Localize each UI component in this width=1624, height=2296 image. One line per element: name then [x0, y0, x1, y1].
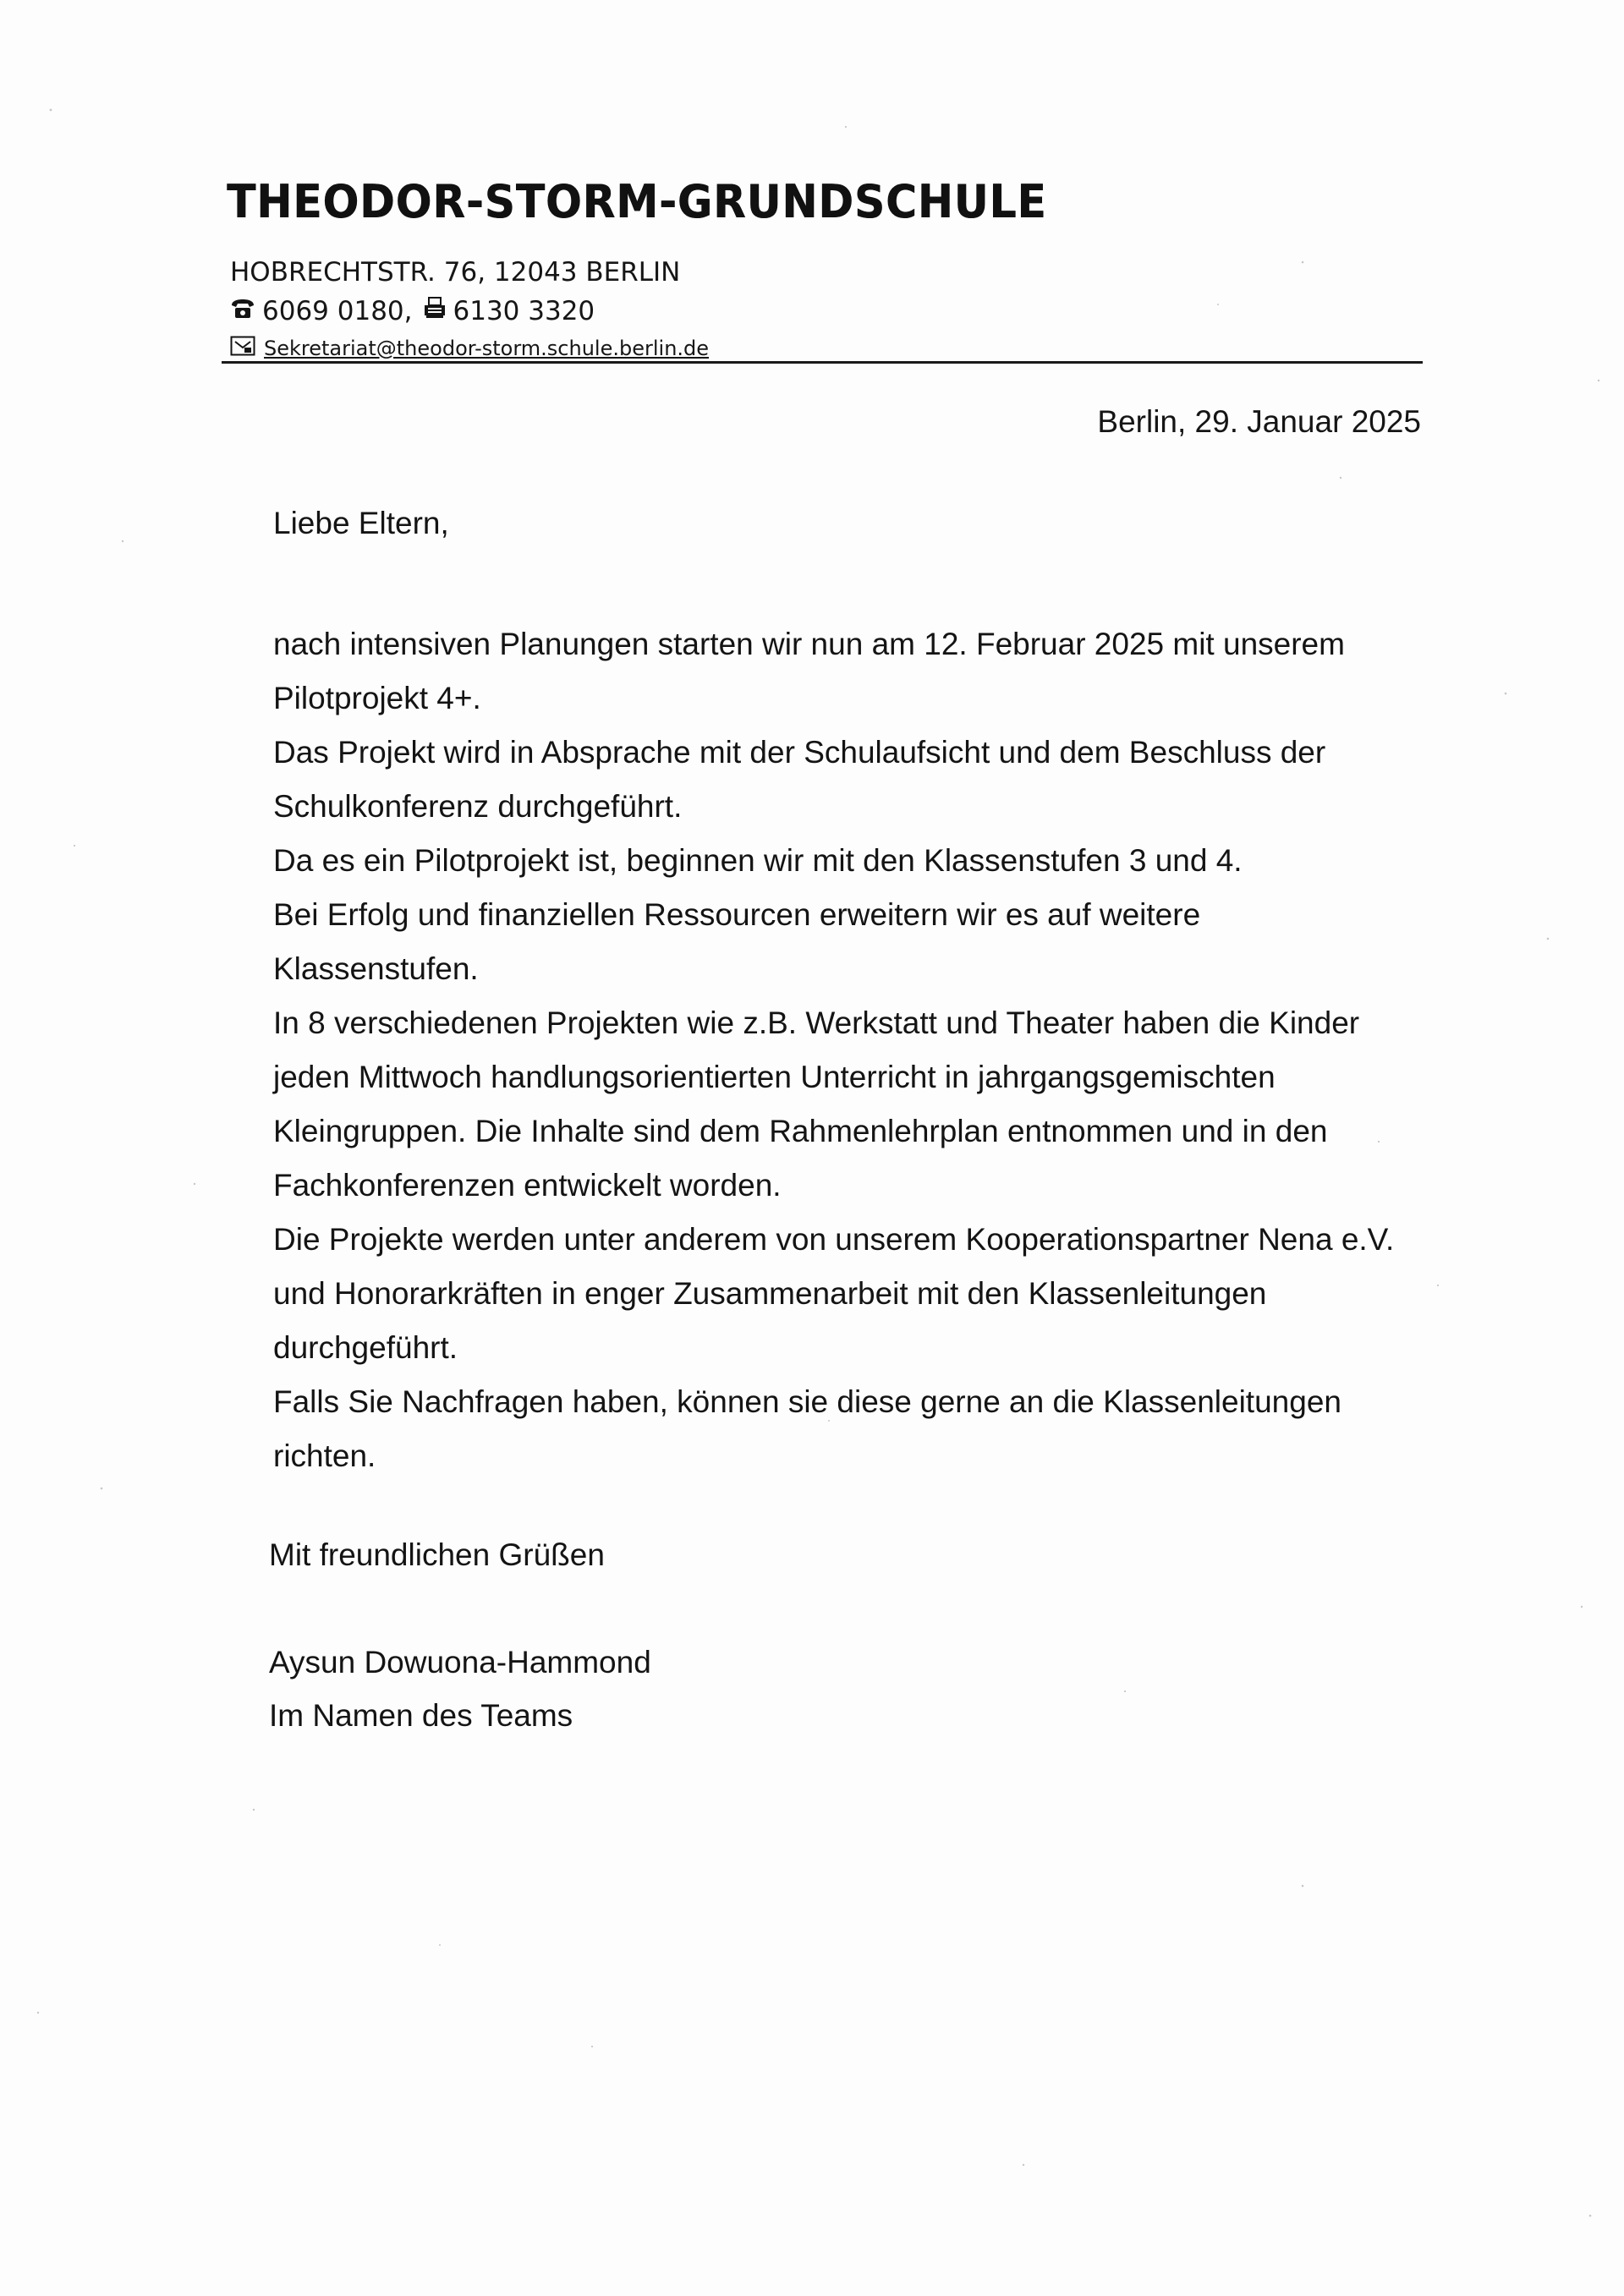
- school-name: THEODOR-STORM-GRUNDSCHULE: [227, 175, 1047, 228]
- school-address: HOBRECHTSTR. 76, 12043 BERLIN: [230, 257, 681, 288]
- letter-date: Berlin, 29. Januar 2025: [1097, 404, 1421, 439]
- body-line: Bei Erfolg und finanziellen Ressourcen erweitern wir es auf weitere: [273, 897, 1201, 932]
- body-line: nach intensiven Planungen starten wir nun am 12. Februar 2025 mit unserem: [273, 627, 1345, 661]
- body-line: Fachkonferenzen entwickelt worden.: [273, 1168, 782, 1203]
- body-line: Die Projekte werden unter anderem von unserem Kooperationspartner Nena e.V.: [273, 1222, 1395, 1257]
- letterhead-divider: [222, 361, 1423, 364]
- letterhead: [227, 175, 1428, 360]
- body-line: durchgeführt.: [273, 1330, 458, 1365]
- body-line: richten.: [273, 1438, 376, 1473]
- fax-number: 6130 3320: [453, 296, 595, 326]
- body-line: Falls Sie Nachfragen haben, können sie diese gerne an die Klassenleitungen: [273, 1384, 1341, 1419]
- body-line: In 8 verschiedenen Projekten wie z.B. Werkstatt und Theater haben die Kinder: [273, 1006, 1360, 1040]
- contact-email: [230, 336, 709, 361]
- body-line: Das Projekt wird in Absprache mit der Schulaufsicht und dem Beschluss der: [273, 735, 1326, 770]
- body-line: Da es ein Pilotprojekt ist, beginnen wir mit den Klassenstufen 3 und 4.: [273, 843, 1243, 878]
- letter-body: [273, 617, 1440, 1483]
- email-address[interactable]: Sekretariat@theodor-storm.schule.berlin.de: [264, 337, 710, 360]
- body-line: Schulkonferenz durchgeführt.: [273, 789, 683, 824]
- phone-number: 6069 0180,: [262, 296, 413, 326]
- contact-phone-fax: [230, 296, 595, 326]
- salutation: Liebe Eltern,: [273, 506, 449, 540]
- body-line: jeden Mittwoch handlungsorientierten Unterricht in jahrgangsgemischten: [273, 1060, 1276, 1094]
- mail-icon: [230, 336, 255, 361]
- body-line: Kleingruppen. Die Inhalte sind dem Rahmenlehrplan entnommen und in den: [273, 1114, 1328, 1148]
- closing: Mit freundlichen Grüßen: [269, 1537, 605, 1572]
- signer-role: Im Namen des Teams: [269, 1698, 573, 1733]
- fax-icon: [423, 296, 447, 326]
- telephone-icon: [230, 296, 255, 326]
- body-line: Klassenstufen.: [273, 951, 479, 986]
- body-line: und Honorarkräften in enger Zusammenarbeit mit den Klassenleitungen: [273, 1276, 1267, 1311]
- signer-name: Aysun Dowuona-Hammond: [269, 1645, 651, 1680]
- body-line: Pilotprojekt 4+.: [273, 681, 481, 715]
